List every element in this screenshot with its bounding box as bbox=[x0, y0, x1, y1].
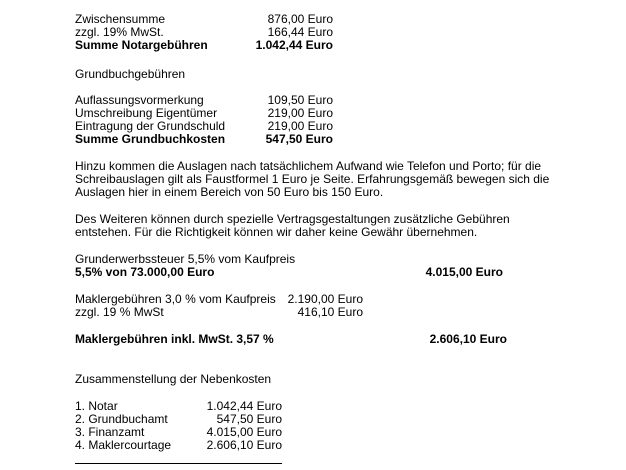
grundbuch-item-value: 219,00 Euro bbox=[267, 106, 333, 120]
grundbuch-heading: Grundbuchgebühren bbox=[75, 67, 186, 81]
summary-item-label: 3. Finanzamt bbox=[75, 425, 145, 439]
grunderwerb-line-label: 5,5% von 73.000,00 Euro bbox=[75, 265, 215, 279]
grundbuch-item-value: 109,50 Euro bbox=[267, 93, 333, 107]
summe-notargebuehren-value: 1.042,44 Euro bbox=[255, 38, 333, 52]
makler-total-label: Maklergebühren inkl. MwSt. 3,57 % bbox=[75, 332, 274, 346]
summe-grundbuchkosten-label: Summe Grundbuchkosten bbox=[75, 132, 226, 146]
makler-mwst-value: 416,10 Euro bbox=[297, 305, 363, 319]
auslagen-text-line: Auslagen hier in einem Bereich von 50 Euro bis 150 Euro. bbox=[75, 185, 384, 199]
grunderwerb-heading: Grunderwerbssteuer 5,5% vom Kaufpreis bbox=[75, 252, 296, 266]
makler-value: 2.190,00 Euro bbox=[287, 292, 363, 306]
summe-notargebuehren-label: Summe Notargebühren bbox=[75, 38, 208, 52]
notar-mwst-value: 166,44 Euro bbox=[267, 25, 333, 39]
summary-item-label: 4. Maklercourtage bbox=[75, 438, 172, 452]
grunderwerb-line-value: 4.015,00 Euro bbox=[425, 265, 503, 279]
summary-item-label: 1. Notar bbox=[75, 399, 118, 413]
summary-item-value: 547,50 Euro bbox=[216, 412, 282, 426]
grundbuch-item-label: Auflassungsvormerkung bbox=[75, 93, 204, 107]
grundbuch-item-value: 219,00 Euro bbox=[267, 119, 333, 133]
zwischensumme-value: 876,00 Euro bbox=[267, 12, 333, 26]
weiteres-text-line: entstehen. Für die Richtigkeit können wir daher keine Gewähr übernehmen. bbox=[75, 225, 478, 239]
auslagen-text-line: Hinzu kommen die Auslagen nach tatsächlichem Aufwand wie Telefon und Porto; für die bbox=[75, 159, 542, 173]
summary-item-value: 1.042,44 Euro bbox=[206, 399, 282, 413]
summary-item-value: 4.015,00 Euro bbox=[206, 425, 282, 439]
grundbuch-item-label: Eintragung der Grundschuld bbox=[75, 119, 226, 133]
weiteres-text-line: Des Weiteren können durch spezielle Vertragsgestaltungen zusätzliche Gebühren bbox=[75, 212, 510, 226]
summary-divider bbox=[75, 463, 282, 464]
makler-mwst-label: zzgl. 19 % MwSt bbox=[75, 305, 164, 319]
summe-grundbuchkosten-value: 547,50 Euro bbox=[265, 132, 333, 146]
summary-item-label: 2. Grundbuchamt bbox=[75, 412, 168, 426]
summary-item-value: 2.606,10 Euro bbox=[206, 438, 282, 452]
notar-mwst-label: zzgl. 19% MwSt. bbox=[75, 25, 164, 39]
auslagen-text-line: Schreibauslagen gilt als Faustformel 1 Euro je Seite. Erfahrungsgemäß bewegen sich die bbox=[75, 172, 550, 186]
zwischensumme-label: Zwischensumme bbox=[75, 12, 166, 26]
zusammenstellung-heading: Zusammenstellung der Nebenkosten bbox=[75, 372, 272, 386]
grundbuch-item-label: Umschreibung Eigentümer bbox=[75, 106, 218, 120]
makler-total-value: 2.606,10 Euro bbox=[429, 332, 507, 346]
makler-label: Maklergebühren 3,0 % vom Kaufpreis bbox=[75, 292, 276, 306]
